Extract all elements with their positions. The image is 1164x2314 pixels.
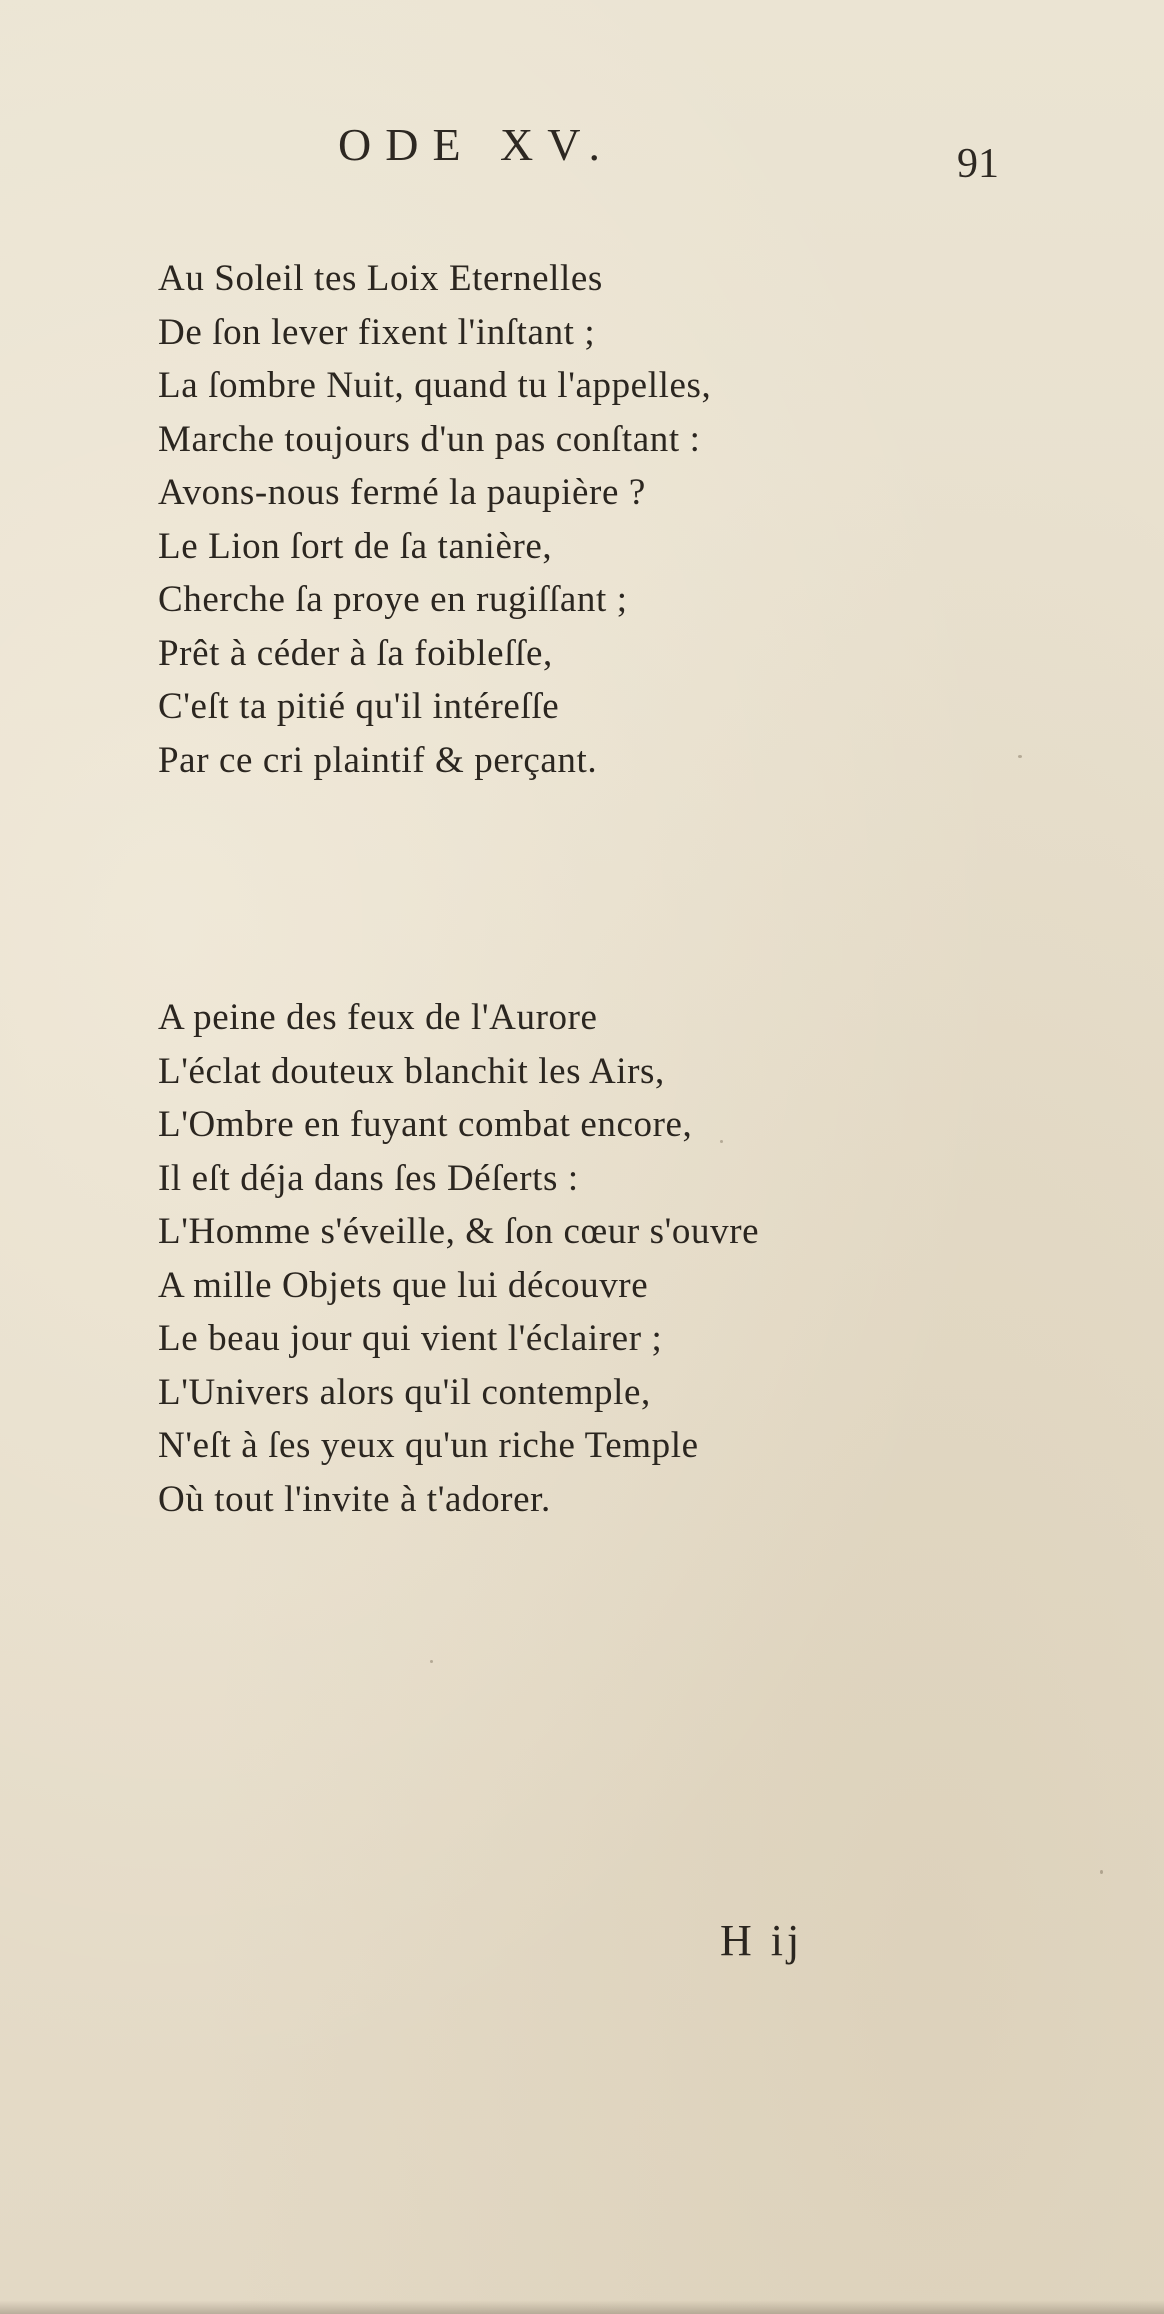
paper-speck xyxy=(430,1660,433,1663)
verse-line: A mille Objets que lui découvre xyxy=(158,1264,649,1306)
verse-line: A peine des feux de l'Aurore xyxy=(158,997,598,1038)
stanza-1 xyxy=(158,252,1018,787)
verse-line: Le beau jour qui vient l'éclairer ; xyxy=(158,1318,663,1359)
verse-line: Avons-nous fermé la paupière ? xyxy=(158,472,646,513)
verse-line: L'Univers alors qu'il contemple, xyxy=(158,1371,651,1413)
verse-line: Où tout l'invite à t'adorer. xyxy=(158,1478,551,1520)
paper-speck xyxy=(1018,755,1022,758)
page-edge-shadow xyxy=(0,2300,1164,2314)
page-header xyxy=(0,118,1164,187)
verse-line: Par ce cri plaintif & perçant. xyxy=(158,739,598,781)
verse-line: Cherche ſa proye en rugiſſant ; xyxy=(158,579,628,620)
verse-line: La ſombre Nuit, quand tu l'appelles, xyxy=(158,365,712,406)
stanza-2 xyxy=(158,991,1018,1526)
signature-mark: H ij xyxy=(720,1916,804,1965)
page-number: 91 xyxy=(957,141,999,187)
verse-line: N'eſt à ſes yeux qu'un riche Temple xyxy=(158,1425,699,1466)
paper-speck xyxy=(720,1140,723,1143)
verse-line: L'éclat douteux blanchit les Airs, xyxy=(158,1050,665,1092)
running-title: ODE XV. xyxy=(338,119,615,170)
verse-line: C'eſt ta pitié qu'il intéreſſe xyxy=(158,686,560,727)
paper-speck xyxy=(1100,1870,1103,1874)
verse-line: Le Lion ſort de ſa tanière, xyxy=(158,525,553,567)
verse-line: Prêt à céder à ſa foibleſſe, xyxy=(158,632,553,674)
verse-line: Au Soleil tes Loix Eternelles xyxy=(158,258,603,299)
verse-line: L'Homme s'éveille, & ſon cœur s'ouvre xyxy=(158,1211,760,1252)
verse-line: L'Ombre en fuyant combat encore, xyxy=(158,1104,693,1145)
verse-line: De ſon lever fixent l'inſtant ; xyxy=(158,311,596,353)
verse-line: Il eſt déja dans ſes Déſerts : xyxy=(158,1157,579,1199)
verse-line: Marche toujours d'un pas conſtant : xyxy=(158,418,701,460)
